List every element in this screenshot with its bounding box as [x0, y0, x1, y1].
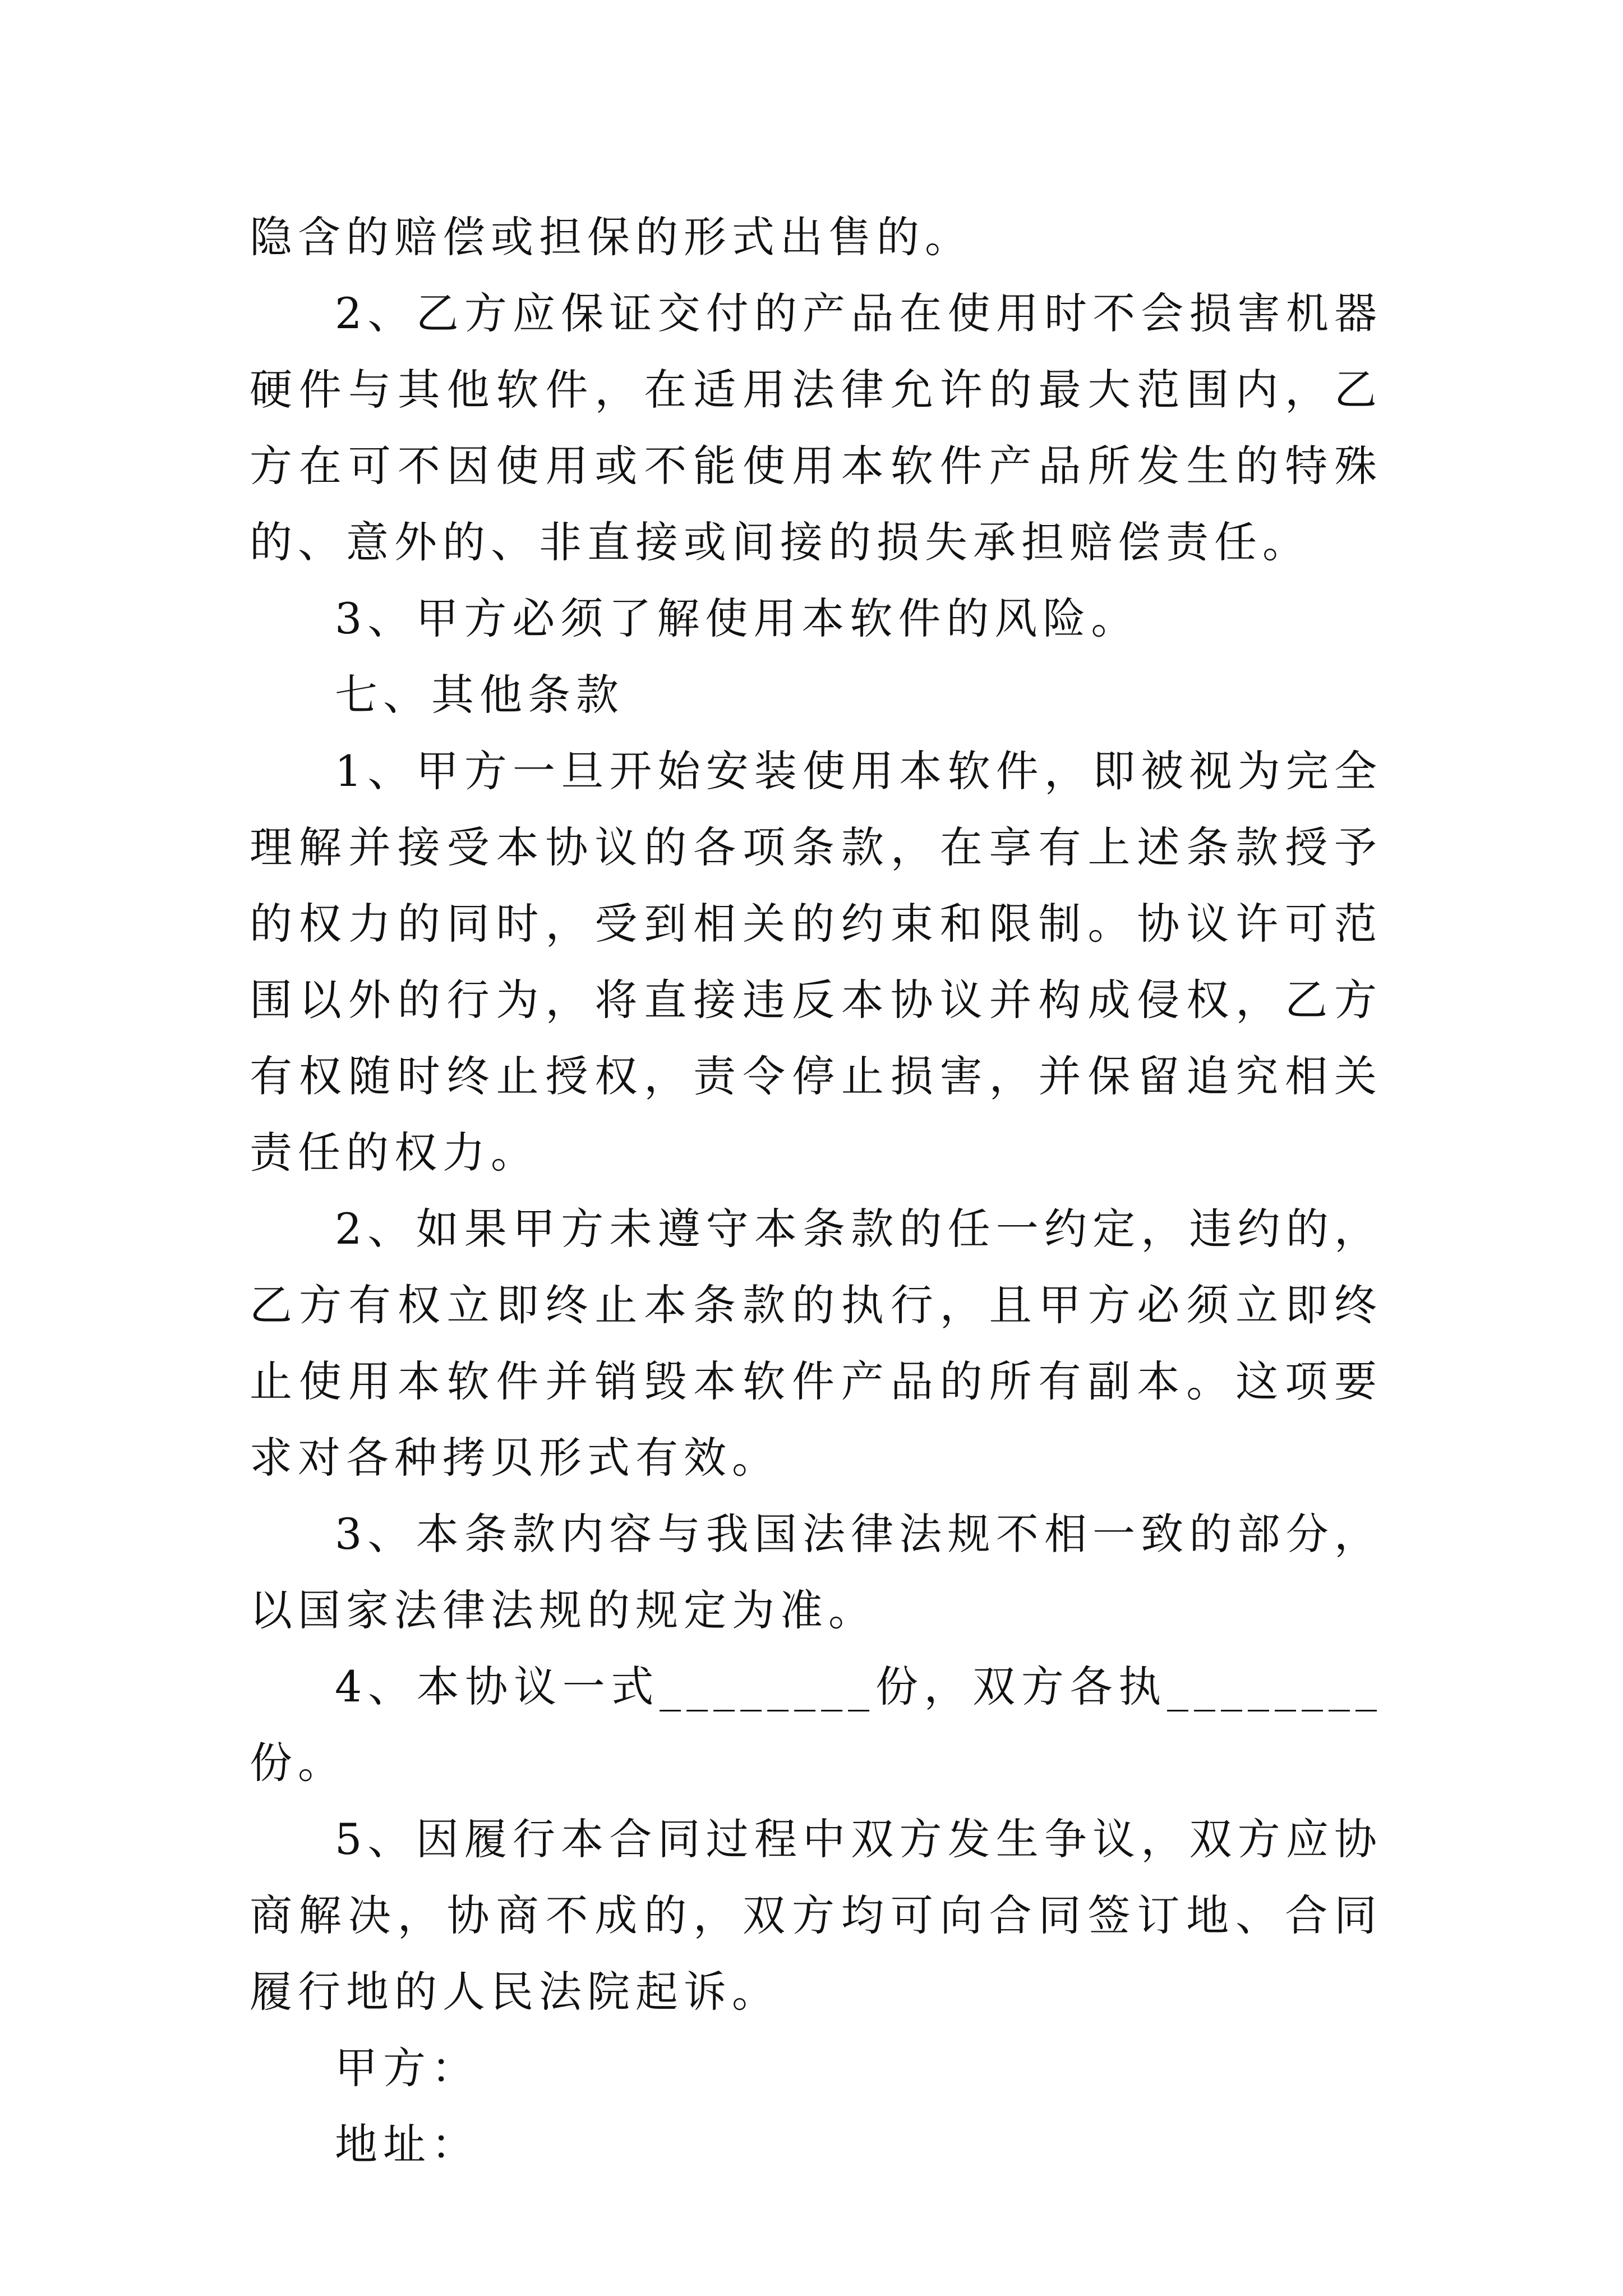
signature-party-a: 甲方： — [335, 2043, 479, 2093]
section-heading-other-terms: 七、其他条款 — [335, 670, 624, 720]
paragraph-other-clause-2: 2、如果甲方未遵守本条款的任一约定，违约的，乙方有权立即终止本条款的执行，且甲方必须立即终止使用本软件并销毁本软件产品的所有副本。这项要求对各种拷贝形式有效。 — [250, 1204, 1382, 1483]
paragraph-other-clause-4: 4、本协议一式________份，双方各执________份。 — [250, 1662, 1382, 1788]
paragraph-other-clause-3: 3、本条款内容与我国法律法规不相一致的部分，以国家法律法规的规定为准。 — [250, 1509, 1382, 1635]
paragraph-clause-2: 2、乙方应保证交付的产品在使用时不会损害机器硬件与其他软件，在适用法律允许的最大范围内，乙方在可不因使用或不能使用本软件产品所发生的特殊的、意外的、非直接或间接的损失承担赔偿责任。 — [250, 288, 1382, 567]
paragraph-other-clause-5: 5、因履行本合同过程中双方发生争议，双方应协商解决，协商不成的，双方均可向合同签订地、合同履行地的人民法院起诉。 — [250, 1814, 1382, 2017]
signature-address: 地址： — [335, 2119, 479, 2169]
paragraph-clause-3: 3、甲方必须了解使用本软件的风险。 — [335, 593, 1140, 643]
paragraph-continuation: 隐含的赔偿或担保的形式出售的。 — [250, 212, 973, 262]
document-body — [250, 199, 1382, 2183]
paragraph-other-clause-1: 1、甲方一旦开始安装使用本软件，即被视为完全理解并接受本协议的各项条款，在享有上述条款授予的权力的同时，受到相关的约束和限制。协议许可范围以外的行为，将直接违反本协议并构成侵权，乙方有权随时终止授权，责令停止损害，并保留追究相关责任的权力。 — [250, 746, 1382, 1177]
